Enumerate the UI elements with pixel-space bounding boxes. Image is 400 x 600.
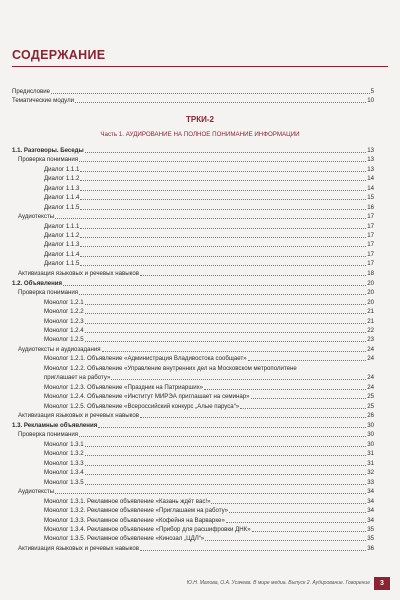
dot-leader <box>80 228 366 229</box>
toc-row[interactable] <box>12 96 374 105</box>
toc-row[interactable] <box>44 440 374 449</box>
dot-leader <box>251 398 367 399</box>
toc-row[interactable] <box>44 193 374 202</box>
toc-page-number: 17 <box>367 223 374 230</box>
toc-entry-label: Монолог 1.2.1. Объявление «Администрация Владивостока сообщает» <box>44 355 247 362</box>
toc-page-number: 14 <box>367 185 374 192</box>
dot-leader <box>229 512 366 513</box>
toc-entry-label: Монолог 1.2.3. Объявление «Праздник на Патриарших» <box>44 384 204 391</box>
toc-page-number: 24 <box>367 374 374 381</box>
toc-row[interactable] <box>44 259 374 268</box>
toc-page-number: 17 <box>367 260 374 267</box>
dot-leader <box>204 389 366 390</box>
toc-page-number: 33 <box>367 479 374 486</box>
toc-entry-label: Монолог 1.3.2 <box>44 450 84 457</box>
toc-row[interactable] <box>18 212 374 221</box>
toc-entry-label: Проверка понимания <box>18 156 79 163</box>
dot-leader <box>80 199 366 200</box>
toc-entry-label: Монолог 1.3.2. Рекламное объявление «Приглашаем на работу» <box>44 507 229 514</box>
dot-leader <box>85 152 366 153</box>
dot-leader <box>80 265 366 266</box>
dot-leader <box>80 180 366 181</box>
dot-leader <box>63 285 366 286</box>
toc-page-number: 21 <box>367 308 374 315</box>
toc-entry-label: Монолог 1.3.3. Рекламное объявление «Кофейня на Варварке» <box>44 517 225 524</box>
dot-leader <box>226 522 366 523</box>
toc-entry-label: Диалог 1.1.5 <box>44 204 80 211</box>
toc-row[interactable] <box>44 392 374 401</box>
toc-page-number: 34 <box>367 517 374 524</box>
toc-entry-label: 1.3. Рекламные объявления <box>12 422 98 429</box>
toc-page-number: 14 <box>367 175 374 182</box>
toc-page-number: 30 <box>367 441 374 448</box>
toc-row[interactable] <box>18 430 374 439</box>
toc-row[interactable] <box>44 231 374 240</box>
dot-leader <box>98 427 366 428</box>
toc-page-number: 24 <box>367 355 374 362</box>
part-title: ТРКИ-2 <box>186 115 214 124</box>
dot-leader <box>240 408 366 409</box>
footer-citation: Ю.Н. Малова, О.А. Усачева. В мире медиа. Выпуск 2. Аудирование. Говорение <box>186 580 370 586</box>
toc-entry-label: Активизация языковых и речевых навыков <box>18 270 139 277</box>
toc-row[interactable] <box>44 240 374 249</box>
toc-entry-label: Монолог 1.2.2 <box>44 308 84 315</box>
toc-page-number: 31 <box>367 460 374 467</box>
toc-page-number: 18 <box>367 270 374 277</box>
toc-page-number: 30 <box>367 422 374 429</box>
toc-page-number: 32 <box>367 469 374 476</box>
dot-leader <box>79 161 366 162</box>
toc-entry-label: Предисловие <box>12 88 51 95</box>
dot-leader <box>79 294 366 295</box>
toc-page-number: 17 <box>367 213 374 220</box>
toc-row[interactable] <box>44 174 374 183</box>
toc-row[interactable] <box>12 87 374 96</box>
toc-entry-label: приглашает на работу» <box>44 374 111 381</box>
toc-row[interactable] <box>44 326 374 335</box>
toc-row[interactable] <box>44 383 374 392</box>
toc-page-number: 13 <box>367 166 374 173</box>
dot-leader <box>55 218 366 219</box>
toc-page-number: 15 <box>367 194 374 201</box>
dot-leader <box>80 171 366 172</box>
toc-entry-label: Монолог 1.2.4. Объявление «Институт МИРЭА приглашает на семинар» <box>44 393 250 400</box>
toc-entry-label: Монолог 1.2.1 <box>44 299 84 306</box>
toc-page-number: 17 <box>367 232 374 239</box>
page-number-badge: 3 <box>374 577 390 590</box>
toc-row[interactable] <box>44 165 374 174</box>
toc-row[interactable] <box>18 269 374 278</box>
toc-entry-label: Аудиотексты <box>18 213 55 220</box>
toc-page-number: 36 <box>367 545 374 552</box>
dot-leader <box>80 256 366 257</box>
toc-entry-label: Диалог 1.1.3 <box>44 241 80 248</box>
toc-entry-label: 1.2. Объявления <box>12 280 63 287</box>
toc-row[interactable] <box>44 335 374 344</box>
dot-leader <box>79 436 366 437</box>
toc-row[interactable] <box>44 497 374 506</box>
toc-page-number: 17 <box>367 251 374 258</box>
toc-page-number: 24 <box>367 346 374 353</box>
toc-entry-label: Диалог 1.1.1 <box>44 223 80 230</box>
dot-leader <box>85 474 367 475</box>
toc-row[interactable] <box>44 354 374 363</box>
toc-page-number: 5 <box>370 88 374 95</box>
dot-leader <box>80 237 366 238</box>
toc-entry-label: Монолог 1.3.4. Рекламное объявление «Прибор для расшифровки ДНК» <box>44 526 251 533</box>
dot-leader <box>85 304 367 305</box>
toc-page-number: 31 <box>367 450 374 457</box>
toc-row[interactable] <box>44 203 374 212</box>
toc-page-number: 34 <box>367 498 374 505</box>
toc-row[interactable] <box>18 544 374 553</box>
dot-leader <box>85 341 367 342</box>
toc-page-number: 17 <box>367 241 374 248</box>
dot-leader <box>85 446 367 447</box>
toc-row[interactable] <box>18 487 374 496</box>
toc-entry-label: Диалог 1.1.5 <box>44 260 80 267</box>
toc-row[interactable] <box>44 478 374 487</box>
dot-leader <box>85 484 367 485</box>
toc-row[interactable] <box>44 525 374 534</box>
dot-leader <box>80 246 366 247</box>
dot-leader <box>80 190 366 191</box>
toc-page-number: 25 <box>367 403 374 410</box>
toc-page-number: 10 <box>367 97 374 104</box>
toc-row[interactable] <box>44 222 374 231</box>
dot-leader <box>85 332 367 333</box>
toc-page-number: 20 <box>367 280 374 287</box>
toc-section-row[interactable] <box>12 146 374 155</box>
toc-entry-label: Тематические модули <box>12 97 75 104</box>
dot-leader <box>205 540 366 541</box>
toc-row[interactable] <box>44 373 374 382</box>
toc-entry-label: Монолог 1.2.4 <box>44 327 84 334</box>
toc-entry-label: Активизация языковых и речевых навыков <box>18 545 139 552</box>
toc-row[interactable] <box>44 449 374 458</box>
part-subtitle: Часть 1. АУДИРОВАНИЕ НА ПОЛНОЕ ПОНИМАНИЕ ИНФОРМАЦИИ <box>100 131 300 138</box>
toc-page-number: 21 <box>367 318 374 325</box>
dot-leader <box>211 503 366 504</box>
toc-page-number: 22 <box>367 327 374 334</box>
toc-page-number: 13 <box>367 147 374 154</box>
dot-leader <box>85 455 367 456</box>
dot-leader <box>140 417 366 418</box>
toc-entry-label: Монолог 1.3.5 <box>44 479 84 486</box>
toc-page-number: 20 <box>367 289 374 296</box>
toc-page-number: 30 <box>367 431 374 438</box>
dot-leader <box>85 465 367 466</box>
toc-entry-label: Диалог 1.1.2 <box>44 175 80 182</box>
toc-page-number: 13 <box>367 156 374 163</box>
toc-page-number: 16 <box>367 204 374 211</box>
toc-page-number: 35 <box>367 526 374 533</box>
toc-entry-label: Диалог 1.1.3 <box>44 185 80 192</box>
dot-leader <box>111 379 366 380</box>
toc-row[interactable] <box>44 506 374 515</box>
toc-page-number: 23 <box>367 336 374 343</box>
dot-leader <box>85 313 367 314</box>
toc-entry-label: Аудиотексты <box>18 488 55 495</box>
dot-leader <box>51 93 370 94</box>
top-margin <box>0 0 400 40</box>
page-title: СОДЕРЖАНИЕ <box>12 48 106 62</box>
dot-leader <box>80 209 366 210</box>
toc-entry-label: Диалог 1.1.4 <box>44 194 80 201</box>
dot-leader <box>140 275 366 276</box>
toc-section-row[interactable] <box>12 421 374 430</box>
toc-page-number: 34 <box>367 507 374 514</box>
toc-section-row[interactable] <box>12 279 374 288</box>
toc-entry-label: Диалог 1.1.1 <box>44 166 80 173</box>
dot-leader <box>252 531 367 532</box>
toc-entry-label: Монолог 1.2.3 <box>44 318 84 325</box>
toc-row[interactable] <box>44 250 374 259</box>
toc-row[interactable] <box>44 459 374 468</box>
toc-entry-label: Аудиотексты и аудиозадания <box>18 346 101 353</box>
toc-page-number: 20 <box>367 299 374 306</box>
toc-entry-label: Монолог 1.3.1. Рекламное объявление «Казань ждёт вас!» <box>44 498 211 505</box>
toc-row[interactable] <box>44 468 374 477</box>
toc-entry-label: Диалог 1.1.2 <box>44 232 80 239</box>
toc-page-number: 25 <box>367 393 374 400</box>
toc-row[interactable] <box>44 534 374 543</box>
dot-leader <box>140 550 366 551</box>
toc-entry-label: Монолог 1.3.3 <box>44 460 84 467</box>
dot-leader <box>75 102 366 103</box>
toc-entry-label: Диалог 1.1.4 <box>44 251 80 258</box>
toc-row[interactable] <box>18 155 374 164</box>
toc-entry-label: Активизация языковых и речевых навыков <box>18 412 139 419</box>
toc-row[interactable] <box>44 184 374 193</box>
toc-entry-label: Монолог 1.3.1 <box>44 441 84 448</box>
toc-entry-label: Монолог 1.2.5 <box>44 336 84 343</box>
toc-page-number: 34 <box>367 488 374 495</box>
toc-entry-label: 1.1. Разговоры. Беседы <box>12 147 84 154</box>
toc-entry-label: Монолог 1.3.5. Рекламное объявление «Кинозал „ЦДЛ“» <box>44 535 205 542</box>
toc-row[interactable] <box>44 307 374 316</box>
dot-leader <box>248 360 367 361</box>
toc-row[interactable] <box>44 298 374 307</box>
toc-row[interactable] <box>18 288 374 297</box>
dot-leader <box>85 323 367 324</box>
dot-leader <box>55 493 366 494</box>
toc-row[interactable] <box>44 402 374 411</box>
toc-row[interactable] <box>44 317 374 326</box>
toc-entry-label: Монолог 1.3.4 <box>44 469 84 476</box>
toc-page-number: 35 <box>367 535 374 542</box>
title-divider <box>12 66 388 67</box>
toc-entry-label: Монолог 1.2.5. Объявление «Всероссийский конкурс „Алые паруса“» <box>44 403 240 410</box>
toc-page-number: 24 <box>367 384 374 391</box>
toc-entry-label: Проверка понимания <box>18 289 79 296</box>
toc-row[interactable] <box>18 345 374 354</box>
toc-row[interactable] <box>44 516 374 525</box>
toc-row[interactable] <box>18 411 374 420</box>
toc-entry-label: Монолог 1.2.2. Объявление «Управление внутренних дел на Московском метрополитене <box>44 365 297 372</box>
toc-entry-label: Проверка понимания <box>18 431 79 438</box>
toc-page-number: 26 <box>367 412 374 419</box>
dot-leader <box>102 351 367 352</box>
toc-row[interactable] <box>44 364 374 373</box>
